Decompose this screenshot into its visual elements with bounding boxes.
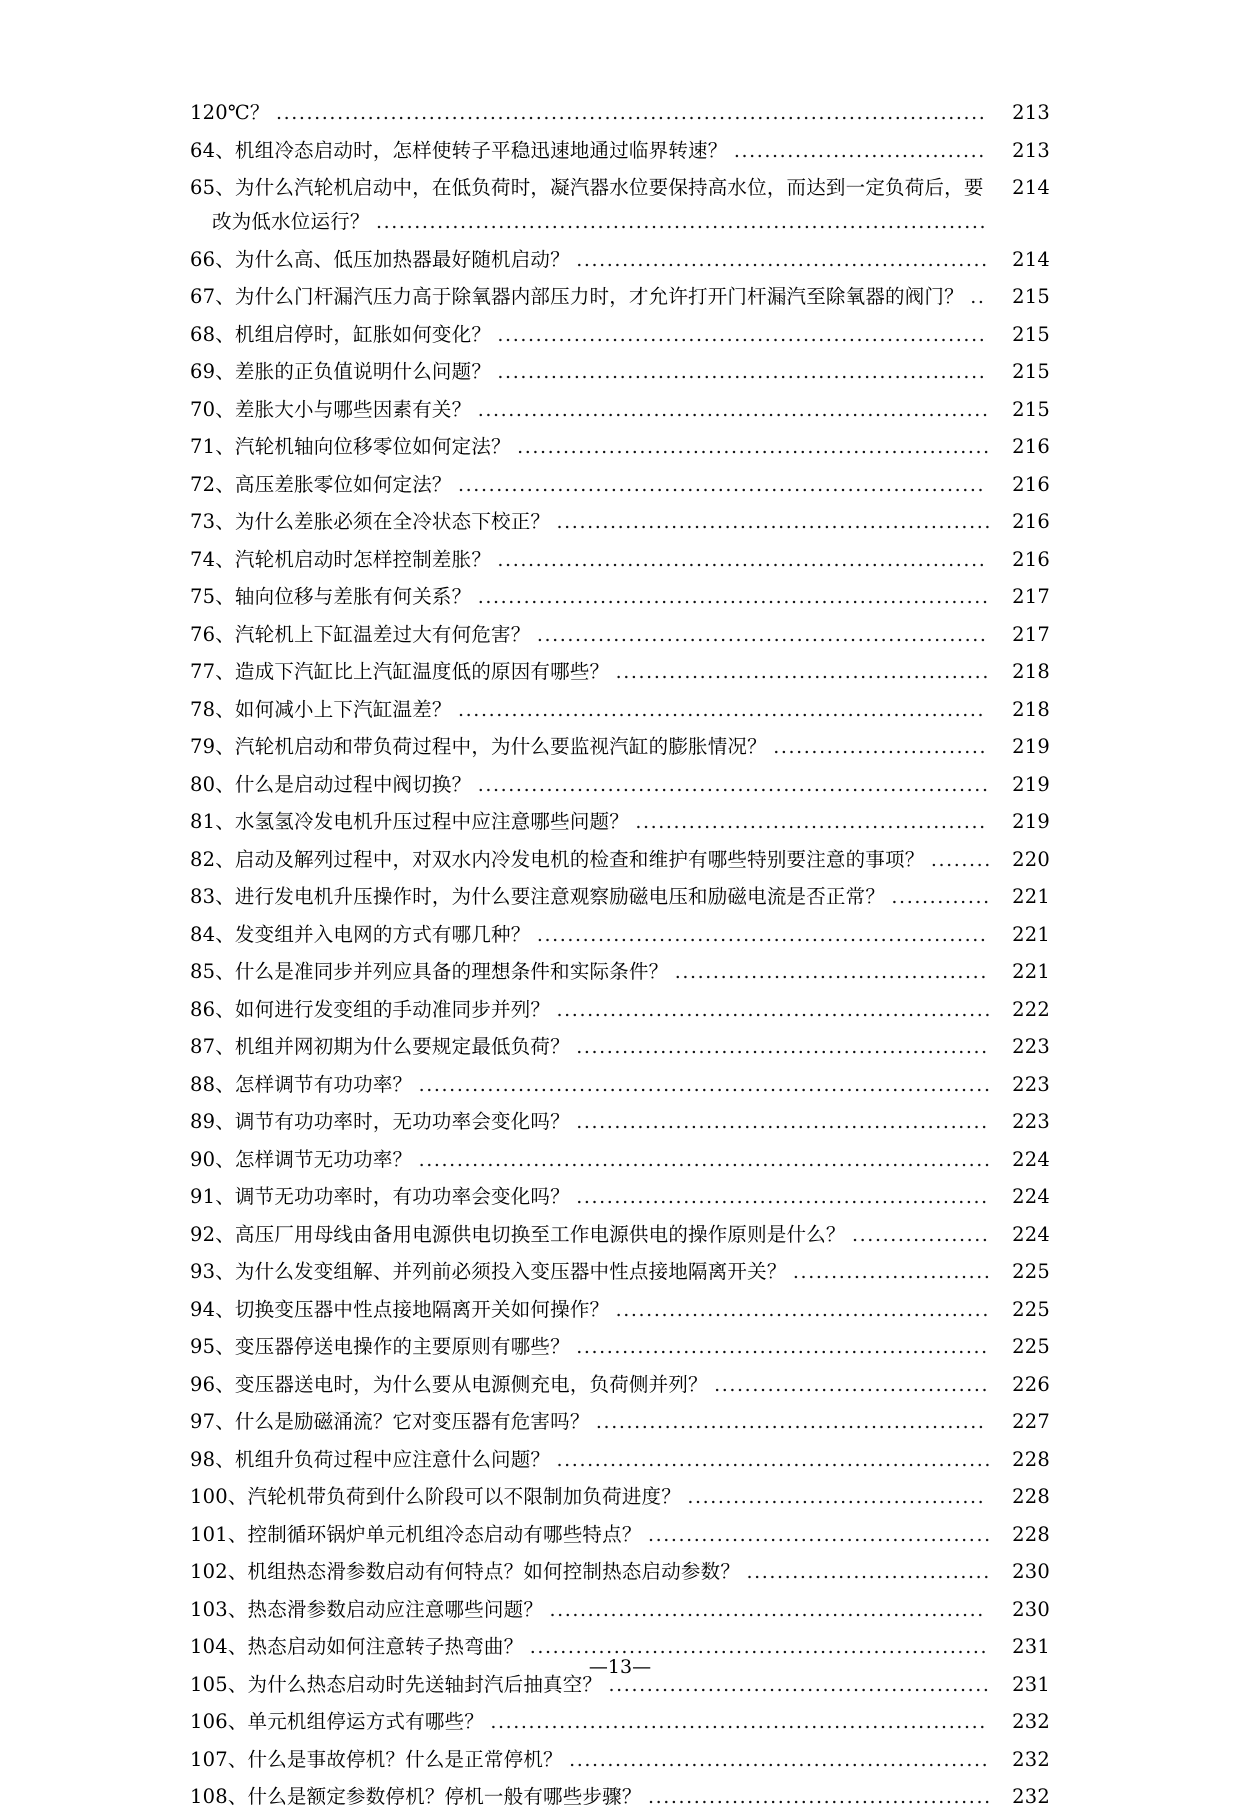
toc-entry-page-number: 228 — [1012, 1485, 1050, 1508]
toc-entry[interactable] — [190, 880, 1050, 914]
toc-entry-page-number: 225 — [1012, 1260, 1050, 1283]
toc-entry-page-number: 223 — [1012, 1072, 1050, 1096]
toc-entry-title: 87、机组并网初期为什么要规定最低负荷？ — [190, 1035, 570, 1058]
toc-entry-title: 82、启动及解列过程中，对双水内冷发电机的检查和维护有哪些特别要注意的事项？ — [190, 847, 925, 871]
toc-entry-body — [190, 768, 992, 802]
toc-leader-dots: ............................................. — [647, 1786, 992, 1808]
toc-entry-title: 103、热态滑参数启动应注意哪些问题？ — [190, 1597, 544, 1621]
toc-entry[interactable] — [190, 918, 1050, 952]
toc-entry-page-number: 230 — [1012, 1560, 1050, 1583]
toc-leader-dots: ................................................................... — [477, 586, 990, 608]
toc-entry-page-number: 215 — [1012, 322, 1050, 346]
toc-entry[interactable] — [190, 1443, 1050, 1477]
toc-entry-page-number: 216 — [1012, 547, 1050, 571]
toc-leader-dots: ...................................................... — [576, 1036, 989, 1058]
toc-entry-page-number: 214 — [1012, 247, 1050, 271]
toc-entry-body — [190, 1105, 992, 1139]
toc-entry-title: 104、热态启动如何注意转子热弯曲？ — [190, 1635, 524, 1658]
toc-entry-title: 85、什么是准同步并列应具备的理想条件和实际条件？ — [190, 960, 669, 983]
toc-entry[interactable] — [190, 280, 1050, 314]
toc-entry[interactable] — [190, 1405, 1050, 1439]
toc-leader-dots: ................................................................ — [497, 548, 987, 571]
toc-entry[interactable] — [190, 243, 1050, 277]
toc-entry-body — [190, 1068, 992, 1102]
toc-leader-dots: ................................. — [733, 139, 986, 162]
toc-entry-body — [190, 1405, 992, 1439]
toc-entry[interactable] — [190, 1555, 1050, 1589]
toc-entry[interactable] — [190, 1480, 1050, 1514]
toc-entry[interactable] — [190, 355, 1050, 389]
toc-entry-page-number: 225 — [1012, 1297, 1050, 1321]
toc-entry-title: 71、汽轮机轴向位移零位如何定法？ — [190, 435, 511, 458]
toc-leader-dots: ................................................................ — [497, 361, 987, 383]
toc-entry[interactable] — [190, 318, 1050, 352]
toc-entry-body — [190, 1443, 992, 1477]
toc-entry[interactable] — [190, 1105, 1050, 1139]
toc-entry-page-number: 232 — [1012, 1710, 1050, 1733]
toc-leader-dots: ................................................. — [615, 661, 990, 683]
toc-entry-page-number: 222 — [1012, 997, 1050, 1021]
toc-leader-dots: ........................................................................... — [418, 1073, 992, 1096]
toc-entry-title: 66、为什么高、低压加热器最好随机启动？ — [190, 247, 570, 271]
toc-entry-title: 75、轴向位移与差胀有何关系？ — [190, 585, 472, 608]
toc-entry-body — [190, 393, 992, 427]
toc-entry-page-number: 215 — [1012, 397, 1050, 421]
toc-entry-page-number: 220 — [1012, 847, 1050, 871]
toc-entry[interactable] — [190, 543, 1050, 577]
toc-entry-body — [190, 693, 992, 727]
toc-entry-body — [190, 1705, 992, 1739]
toc-entry[interactable] — [190, 1330, 1050, 1364]
toc-entry-page-number: 216 — [1012, 435, 1050, 458]
toc-entry[interactable] — [190, 993, 1050, 1027]
toc-entry-title: 83、进行发电机升压操作时，为什么要注意观察励磁电压和励磁电流是否正常？ — [190, 885, 886, 908]
toc-leader-dots: ................................................................................ — [376, 211, 988, 233]
toc-entry-body — [190, 430, 992, 464]
toc-entry-page-number: 224 — [1012, 1222, 1050, 1246]
toc-entry-page-number: 221 — [1012, 960, 1050, 983]
toc-entry-title: 90、怎样调节无功功率？ — [190, 1147, 413, 1171]
toc-entry-title: 68、机组启停时，缸胀如何变化？ — [190, 322, 492, 346]
toc-entry[interactable] — [190, 955, 1050, 989]
toc-leader-dots: .. — [970, 286, 986, 308]
toc-entry-body — [190, 880, 992, 914]
toc-entry[interactable] — [190, 1068, 1050, 1102]
toc-leader-dots: ...................................................... — [576, 1186, 989, 1208]
toc-entry-title: 74、汽轮机启动时怎样控制差胀？ — [190, 547, 492, 571]
toc-entry-body — [190, 505, 992, 539]
toc-entry-body — [190, 955, 992, 989]
toc-entry-body — [190, 1180, 992, 1214]
toc-entry-page-number: 219 — [1012, 735, 1050, 758]
toc-entry[interactable] — [190, 805, 1050, 839]
toc-leader-dots: ...................................................... — [576, 1336, 989, 1358]
toc-entry-page-number: 231 — [1012, 1635, 1050, 1658]
toc-entry-title: 64、机组冷态启动时，怎样使转子平稳迅速地通过临界转速？ — [190, 138, 728, 162]
toc-leader-dots: ........ — [930, 848, 992, 871]
toc-entry-body — [190, 96, 992, 130]
toc-entry-body — [190, 1293, 992, 1327]
toc-entry-page-number: 218 — [1012, 660, 1050, 683]
toc-leader-dots: ............................................................ — [529, 1636, 989, 1658]
toc-entry-title: 86、如何进行发变组的手动准同步并列？ — [190, 997, 551, 1021]
toc-entry[interactable] — [190, 171, 1050, 239]
toc-leader-dots: ......................................................... — [556, 998, 992, 1021]
toc-entry[interactable] — [190, 1218, 1050, 1252]
toc-entry[interactable] — [190, 430, 1050, 464]
toc-entry[interactable] — [190, 1518, 1050, 1552]
toc-entry[interactable] — [190, 1705, 1050, 1739]
toc-entry-body — [190, 580, 992, 614]
toc-entry-body — [190, 1780, 992, 1814]
toc-leader-dots: ............................ — [773, 736, 988, 758]
toc-entry-title: 84、发变组并入电网的方式有哪几种？ — [190, 922, 531, 946]
toc-entry-body — [190, 355, 992, 389]
page-number: —13— — [588, 1656, 652, 1678]
toc-entry-title: 98、机组升负荷过程中应注意什么问题？ — [190, 1447, 551, 1471]
toc-entry-title: 79、汽轮机启动和带负荷过程中，为什么要监视汽缸的膨胀情况？ — [190, 735, 767, 758]
toc-entry-title: 70、差胀大小与哪些因素有关？ — [190, 397, 472, 421]
toc-entry[interactable] — [190, 134, 1050, 168]
toc-leader-dots: ....................................... — [687, 1486, 986, 1508]
toc-entry-title: 102、机组热态滑参数启动有何特点？如何控制热态启动参数？ — [190, 1560, 741, 1583]
toc-entry-body — [190, 171, 992, 239]
toc-entry-page-number: 221 — [1012, 885, 1050, 908]
toc-entry-body — [190, 243, 992, 277]
toc-entry-title: 80、什么是启动过程中阀切换？ — [190, 772, 472, 796]
toc-leader-dots: ................................................... — [595, 1411, 986, 1433]
toc-entry-body — [190, 1255, 992, 1289]
toc-entry[interactable] — [190, 618, 1050, 652]
toc-entry[interactable] — [190, 393, 1050, 427]
toc-entry-page-number: 221 — [1012, 922, 1050, 946]
toc-entry-body — [190, 1143, 992, 1177]
toc-entry-title: 107、什么是事故停机？什么是正常停机？ — [190, 1747, 563, 1771]
table-of-contents — [190, 96, 1050, 1814]
toc-leader-dots: ................................................................ — [497, 323, 987, 346]
toc-leader-dots: ........................................................................... — [418, 1148, 992, 1171]
toc-entry-page-number: 219 — [1012, 810, 1050, 833]
toc-entry-title: 105、为什么热态启动时先送轴封汽后抽真空？ — [190, 1672, 603, 1696]
toc-leader-dots: ......................................................... — [549, 1598, 985, 1621]
toc-entry[interactable] — [190, 1593, 1050, 1627]
toc-entry[interactable] — [190, 1143, 1050, 1177]
toc-entry-title: 69、差胀的正负值说明什么问题？ — [190, 360, 492, 383]
toc-entry[interactable] — [190, 1255, 1050, 1289]
toc-entry-title: 93、为什么发变组解、并列前必须投入变压器中性点接地隔离开关？ — [190, 1260, 787, 1283]
toc-entry-page-number: 213 — [1012, 101, 1050, 124]
toc-leader-dots: ......................................................... — [556, 1448, 992, 1471]
toc-entry-body — [190, 918, 992, 952]
toc-entry-title: 91、调节无功功率时，有功功率会变化吗？ — [190, 1185, 570, 1208]
toc-entry[interactable] — [190, 730, 1050, 764]
toc-entry-page-number: 215 — [1012, 285, 1050, 308]
toc-entry-page-number: 215 — [1012, 360, 1050, 383]
toc-entry-title: 96、变压器送电时，为什么要从电源侧充电，负荷侧并列？ — [190, 1372, 708, 1396]
toc-leader-dots: .................................... — [714, 1373, 990, 1396]
toc-entry-title: 106、单元机组停运方式有哪些？ — [190, 1710, 484, 1733]
toc-entry-body — [190, 1218, 992, 1252]
toc-entry[interactable] — [190, 1180, 1050, 1214]
toc-entry[interactable] — [190, 1368, 1050, 1402]
toc-entry-page-number: 232 — [1012, 1785, 1050, 1808]
toc-entry-body — [190, 318, 992, 352]
toc-entry-body — [190, 468, 992, 502]
toc-entry[interactable] — [190, 768, 1050, 802]
toc-entry-body — [190, 1518, 992, 1552]
toc-entry-title: 108、什么是额定参数停机？停机一般有哪些步骤？ — [190, 1785, 642, 1808]
toc-entry-body — [190, 1480, 992, 1514]
toc-leader-dots: ...................................................... — [576, 1111, 989, 1133]
toc-entry-title: 72、高压差胀零位如何定法？ — [190, 472, 452, 496]
toc-entry-page-number: 224 — [1012, 1147, 1050, 1171]
toc-entry-page-number: 214 — [1012, 176, 1050, 199]
toc-entry-title: 67、为什么门杆漏汽压力高于除氧器内部压力时，才允许打开门杆漏汽至除氧器的阀门？ — [190, 285, 964, 308]
toc-entry-page-number: 230 — [1012, 1597, 1050, 1621]
toc-leader-dots: ................................................................... — [477, 398, 990, 421]
toc-entry-title: 65、为什么汽轮机启动中，在低负荷时，凝汽器水位要保持高水位，而达到一定负荷后，要改为低水位运行？ — [190, 176, 984, 233]
toc-entry[interactable] — [190, 1030, 1050, 1064]
toc-leader-dots: ................................................................... — [477, 773, 990, 796]
toc-entry-page-number: 228 — [1012, 1447, 1050, 1471]
toc-entry[interactable] — [190, 655, 1050, 689]
toc-entry-page-number: 218 — [1012, 697, 1050, 721]
toc-entry-body — [190, 1593, 992, 1627]
toc-entry-title: 100、汽轮机带负荷到什么阶段可以不限制加负荷进度？ — [190, 1485, 681, 1508]
toc-entry[interactable] — [190, 580, 1050, 614]
toc-leader-dots: ........................................................... — [536, 923, 988, 946]
toc-entry-body — [190, 655, 992, 689]
toc-entry-title: 78、如何减小上下汽缸温差？ — [190, 697, 452, 721]
toc-entry-body — [190, 805, 992, 839]
toc-leader-dots: ......................................................... — [556, 511, 992, 533]
toc-entry-body — [190, 1368, 992, 1402]
toc-entry-title: 73、为什么差胀必须在全冷状态下校正？ — [190, 510, 551, 533]
toc-entry-page-number: 231 — [1012, 1672, 1050, 1696]
toc-entry[interactable] — [190, 693, 1050, 727]
toc-entry-title: 76、汽轮机上下缸温差过大有何危害？ — [190, 622, 531, 646]
toc-leader-dots: .............................................. — [635, 811, 987, 833]
toc-entry-body — [190, 134, 992, 168]
toc-entry-body — [190, 1555, 992, 1589]
toc-entry-body — [190, 1743, 992, 1777]
toc-leader-dots: ............................................................................................. — [275, 102, 987, 124]
toc-leader-dots: ................................................................. — [490, 1711, 987, 1733]
toc-entry-page-number: 224 — [1012, 1185, 1050, 1208]
toc-entry-title: 81、水氢氢冷发电机升压过程中应注意哪些问题？ — [190, 810, 629, 833]
toc-entry-page-number: 217 — [1012, 585, 1050, 608]
toc-entry-title: 95、变压器停送电操作的主要原则有哪些？ — [190, 1335, 570, 1358]
toc-entry-page-number: 216 — [1012, 510, 1050, 533]
toc-leader-dots: ..................................................................... — [458, 698, 986, 721]
toc-leader-dots: ...................................................... — [576, 248, 989, 271]
toc-entry-page-number: 228 — [1012, 1522, 1050, 1546]
toc-entry-page-number: 227 — [1012, 1410, 1050, 1433]
toc-entry[interactable] — [190, 505, 1050, 539]
toc-entry-title: 92、高压厂用母线由备用电源供电切换至工作电源供电的操作原则是什么？ — [190, 1222, 846, 1246]
toc-entry-title: 101、控制循环锅炉单元机组冷态启动有哪些特点？ — [190, 1522, 642, 1546]
toc-entry[interactable] — [190, 96, 1050, 130]
toc-entry-body — [190, 1030, 992, 1064]
toc-entry-page-number: 213 — [1012, 138, 1050, 162]
toc-entry-page-number: 223 — [1012, 1110, 1050, 1133]
toc-entry-body — [190, 618, 992, 652]
toc-entry[interactable] — [190, 1293, 1050, 1327]
toc-leader-dots: .................................................. — [608, 1673, 991, 1696]
toc-leader-dots: .................. — [852, 1223, 990, 1246]
toc-leader-dots: .......................... — [792, 1261, 992, 1283]
toc-leader-dots: ................................ — [746, 1561, 991, 1583]
toc-entry-body — [190, 730, 992, 764]
toc-entry-body — [190, 280, 992, 314]
toc-entry-page-number: 223 — [1012, 1035, 1050, 1058]
toc-leader-dots: ............................................. — [647, 1523, 992, 1546]
toc-leader-dots: ........................................................... — [536, 623, 988, 646]
toc-leader-dots: ............. — [891, 886, 991, 908]
toc-leader-dots: ..................................................................... — [458, 473, 986, 496]
toc-entry-page-number: 219 — [1012, 772, 1050, 796]
toc-entry-title: 97、什么是励磁涌流？它对变压器有危害吗？ — [190, 1410, 590, 1433]
toc-entry-page-number: 216 — [1012, 472, 1050, 496]
toc-entry-title: 120℃？ — [190, 101, 270, 124]
toc-entry[interactable] — [190, 1780, 1050, 1814]
toc-entry-page-number: 217 — [1012, 622, 1050, 646]
toc-entry[interactable] — [190, 468, 1050, 502]
toc-entry-title: 94、切换变压器中性点接地隔离开关如何操作？ — [190, 1297, 610, 1321]
toc-leader-dots: .............................................................. — [517, 436, 991, 458]
toc-entry[interactable] — [190, 1743, 1050, 1777]
toc-entry-body — [190, 993, 992, 1027]
toc-entry-title: 89、调节有功功率时，无功功率会变化吗？ — [190, 1110, 570, 1133]
toc-leader-dots: ......................................... — [674, 961, 988, 983]
toc-leader-dots: ....................................................... — [569, 1748, 990, 1771]
toc-entry-body — [190, 543, 992, 577]
toc-entry-page-number: 225 — [1012, 1335, 1050, 1358]
toc-entry-title: 88、怎样调节有功功率？ — [190, 1072, 413, 1096]
toc-entry-page-number: 226 — [1012, 1372, 1050, 1396]
toc-entry[interactable] — [190, 843, 1050, 877]
toc-entry-page-number: 232 — [1012, 1747, 1050, 1771]
toc-leader-dots: ................................................. — [615, 1298, 990, 1321]
toc-entry-body — [190, 1330, 992, 1364]
toc-entry-body — [190, 843, 992, 877]
toc-entry-title: 77、造成下汽缸比上汽缸温度低的原因有哪些？ — [190, 660, 610, 683]
